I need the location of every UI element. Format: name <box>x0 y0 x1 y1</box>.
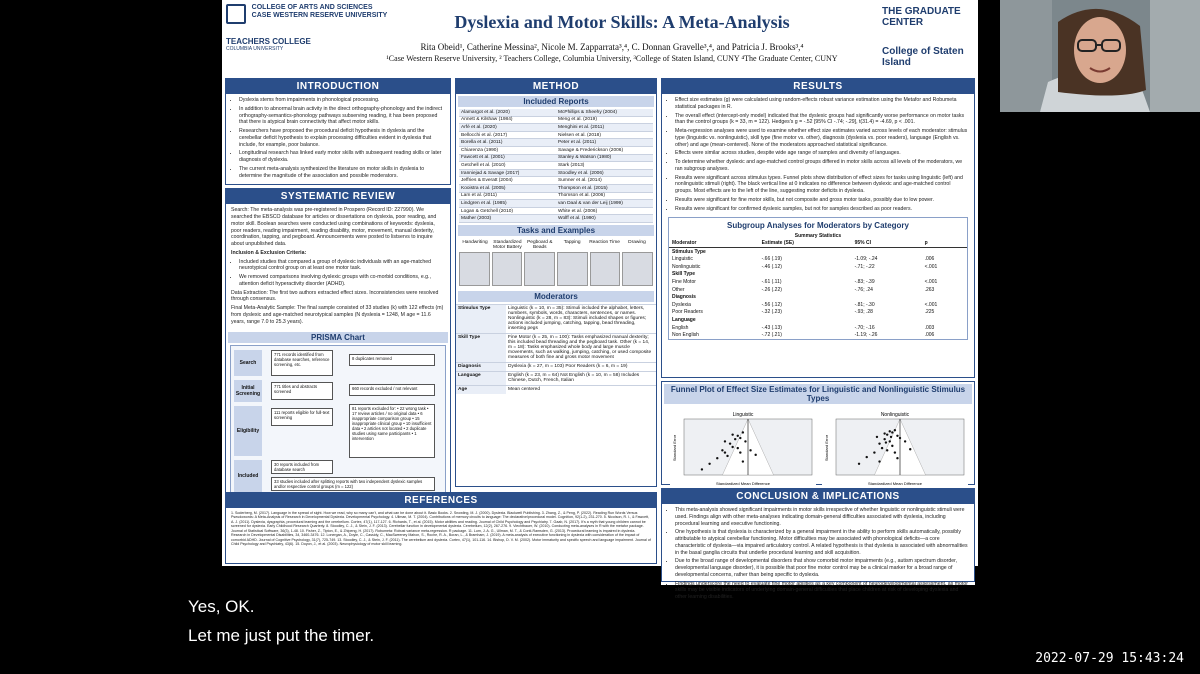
subgroup-ci: -.81; -.30 <box>854 301 875 308</box>
subgroup-row <box>669 309 967 317</box>
moderator-key: Skill Type <box>456 334 506 362</box>
subgroup-row <box>669 255 967 263</box>
report-cell: Savage & Frederickson (2006) <box>556 147 653 155</box>
results-bullet: • Results were significant across stimulus types. Funnel plots show distribution of effect sizes for tasks using linguistic (left) and nonlinguistic stimuli (right). The black vertical line at 0 indicates no difference between dyslexic and age-matched control groups. Most effects are to the left of the line, suggesting motor deficits in dyslexia. <box>675 175 969 195</box>
moderator-value: English (k = 23, m = 64) Not English (k = 10, m = 58) Includes Chinese, Dutch, French, Italian <box>508 373 640 384</box>
funnel-point <box>742 431 744 433</box>
funnel-point <box>904 440 906 442</box>
report-cell: Stanley & Watson (1980) <box>556 155 653 163</box>
funnel-y-label: Standard Error <box>672 434 677 462</box>
report-cell: Peter et al. (2011) <box>556 139 653 147</box>
subgroup-ci: -.70; -.16 <box>854 324 875 331</box>
subgroup-ci: -.71; -.22 <box>854 263 875 270</box>
funnel-point <box>896 457 898 459</box>
funnel-point <box>726 455 728 457</box>
report-cell: Menghini et al. (2011) <box>556 124 653 132</box>
motor-battery-image <box>492 252 523 286</box>
intro-bullet: • Longitudinal research has linked early motor skills with subsequent reading skills or later diagnosis of dyslexia. <box>239 150 445 164</box>
subgroup-p: .006 <box>924 256 935 263</box>
subgroup-estimate: -.26 (.22) <box>761 286 782 293</box>
systematic-review-text <box>226 204 450 330</box>
column-left <box>225 78 451 497</box>
pegboard-image <box>524 252 555 286</box>
moderator-value: Mean centered <box>508 387 540 393</box>
prisma-box-excluded: 660 records excluded / not relevant <box>349 384 435 396</box>
funnel-panel <box>661 381 975 485</box>
funnel-point <box>885 441 887 443</box>
results-panel <box>661 78 975 378</box>
subgroup-row <box>669 301 967 309</box>
results-heading: RESULTS <box>662 79 974 94</box>
subgroup-moderator: Dyslexia <box>672 301 691 308</box>
subgroup-header: Estimate (SE) <box>759 239 852 247</box>
drawing-image <box>622 252 653 286</box>
poster-title: Dyslexia and Motor Skills: A Meta-Analysis <box>454 12 790 32</box>
funnel-point <box>739 451 741 453</box>
review-inclusion-title: Inclusion & Exclusion Criteria: <box>231 249 307 256</box>
moderator-row <box>456 385 656 394</box>
subgroup-ci: -.93; .28 <box>854 309 873 316</box>
funnel-point <box>881 447 883 449</box>
results-list <box>662 94 974 217</box>
report-cell: White et al. (2006) <box>556 208 653 216</box>
moderator-key: Diagnosis <box>456 363 506 371</box>
subgroup-header: Moderator <box>669 239 759 247</box>
subgroup-moderator: Poor Readers <box>672 309 703 316</box>
funnel-point <box>894 451 896 453</box>
moderators-table <box>456 304 656 394</box>
subgroup-estimate: -.56 (.12) <box>761 301 782 308</box>
included-reports-heading: Included Reports <box>458 96 654 107</box>
subgroup-category: Stimulus Type <box>672 248 706 255</box>
funnel-point <box>878 460 880 462</box>
subgroup-p: <.001 <box>924 301 938 308</box>
funnel-point <box>754 454 756 456</box>
moderator-row <box>456 371 656 385</box>
report-cell: Borella et al. (2011) <box>459 139 556 147</box>
subgroup-estimate: -.61 (.11) <box>761 279 782 286</box>
subgroup-p: <.001 <box>924 263 938 270</box>
results-bullet: • Results were significant for fine motor skills, but not composite and gross motor tasks, possibly due to low power. <box>675 197 969 204</box>
subgroup-estimate: -.43 (.13) <box>761 324 782 331</box>
funnel-point <box>891 445 893 447</box>
intro-bullet: • Researchers have proposed the procedural deficit hypothesis in dyslexia and the cerebellar deficit hypothesis to explain processing difficulties evident in dyslexia that include, for example, poor balance. <box>239 128 445 148</box>
funnel-point <box>866 456 868 458</box>
funnel-point <box>889 430 891 432</box>
subgroup-p: <.001 <box>924 279 938 286</box>
report-cell: Kooistra et al. (2005) <box>459 185 556 193</box>
prisma-label-screening: Initial Screening <box>234 380 262 402</box>
method-panel <box>455 78 657 487</box>
subgroup-category-row <box>669 271 967 279</box>
inclusion-bullet: • Included studies that compared a group of dyslexic individuals with an age-matched neurotypical control group on at least one motor task. <box>239 259 445 273</box>
moderator-key: Language <box>456 372 506 385</box>
funnel-point <box>899 437 901 439</box>
funnel-point <box>889 440 891 442</box>
tapping-image <box>557 252 588 286</box>
introduction-list <box>226 94 450 184</box>
funnel-point <box>883 432 885 434</box>
results-bullet: • Effect size estimates (g) were calculated using random-effects robust variance estimation using the Metafor and Robumeta statistical packages in R. <box>675 97 969 111</box>
references-panel <box>225 492 657 564</box>
caption-line-2: Let me just put the timer. <box>188 626 375 645</box>
review-sample: Final Meta-Analytic Sample: The final sample consisted of 33 studies (k) with 122 effects (m) from dyslexic and age-matched neurotypical samples (N dyslexia = 1248, M age = 11.6 years, range 7.0 to 25.3 years). <box>231 305 444 325</box>
funnel-point <box>883 438 885 440</box>
conclusion-bullet: • Findings underscore the need to evaluate fine motor abilities as a key component of neurodevelopmental assessment, as motor skills may be visible indicators of underlying domain-general difficulties that place children at risk of developing dyslexia and other learning disabilities. <box>675 581 969 601</box>
moderator-row <box>456 304 656 333</box>
task-label: Handwriting <box>462 239 488 245</box>
funnel-point <box>701 468 703 470</box>
subgroup-ci: -.76; .24 <box>854 286 873 293</box>
report-cell: Chiarenza (1990) <box>459 147 556 155</box>
prisma-label-eligibility: Eligibility <box>234 406 262 456</box>
report-cell: Thomson et al. (2006) <box>556 193 653 201</box>
subgroup-row <box>669 286 967 294</box>
prisma-box-final: 33 studies included after splitting reports with two independent dyslexic samples and/or respective control groups (m = 122) <box>271 477 435 491</box>
report-cell: Fawcett et al. (2001) <box>459 155 556 163</box>
report-cell: Jeffries & Everatt (2004) <box>459 177 556 185</box>
report-cell: Lam et al. (2011) <box>459 193 556 201</box>
funnel-point <box>708 463 710 465</box>
prisma-box-eligible: 111 reports eligible for full-text screening <box>271 408 333 426</box>
results-bullet: • To determine whether dyslexic and age-matched control groups differed in motor skills across all levels of the moderators, we ran subgroup analyses. <box>675 159 969 173</box>
results-bullet: • Effects were similar across studies, despite wide age range of samples and diversity of languages. <box>675 150 969 157</box>
staten-island-logo: College of Staten Island <box>882 46 964 68</box>
poster-header <box>222 0 978 72</box>
subgroup-header: 95% CI <box>852 239 922 247</box>
handwriting-image <box>459 252 490 286</box>
subgroup-table <box>669 239 967 339</box>
funnel-point <box>878 442 880 444</box>
report-cell: Thompson et al. (2015) <box>556 185 653 193</box>
subgroup-row <box>669 263 967 271</box>
conclusion-panel <box>661 488 975 600</box>
subgroup-p: .263 <box>924 286 935 293</box>
report-cell: Wolff et al. (1990) <box>556 215 653 223</box>
webcam-video <box>1000 0 1200 112</box>
presenter-video-icon <box>1000 0 1200 112</box>
funnel-point <box>890 436 892 438</box>
intro-bullet: • In addition to abnormal brain activity in the direct orthography-phonology and the indirect orthography-semantics-phonology pathways subserving reading, it has been proposed that there is atypical brain connectivity that affect motor skills. <box>239 106 445 126</box>
subgroup-category: Skill Type <box>672 271 695 278</box>
subgroup-moderator: Nonlinguistic <box>672 263 701 270</box>
inclusion-bullet: • We removed comparisons involving dyslexic groups with co-morbid conditions, e.g., attention deficit hyperactivity disorder (ADHD). <box>239 274 445 288</box>
subgroup-row <box>669 331 967 339</box>
prisma-label-included: Included <box>234 460 262 492</box>
report-cell: Arfé et al. (2020) <box>459 124 556 132</box>
conclusion-bullet: • This meta-analysis showed significant impairments in motor skills irrespective of whether linguistic or nonlinguistic stimuli were used. Findings align with other meta-analyses indicating domain-general difficulties associated with dyslexia, including procedural learning and executive functioning. <box>675 507 969 527</box>
moderator-key: Age <box>456 386 506 394</box>
method-heading: METHOD <box>456 79 656 94</box>
column-right <box>661 78 975 600</box>
funnel-plot-nonlinguistic <box>822 409 968 487</box>
conclusion-bullet: • One hypothesis is that dyslexia is characterized by a general impairment in the ability to perform skills automatically, possibly attributable to atypical cerebellar functioning. Motor difficulties may be associated with phonological deficits—a core characteristic of dyslexia—via impaired articulatory control. A related hypothesis is that dyslexia is associated with abnormalities in the basal ganglia circuits that underlie procedural learning and skill acquisition. <box>675 529 969 556</box>
funnel-point <box>896 435 898 437</box>
results-bullet: • The overall effect (intercept-only model) indicated that the dyslexic groups had significantly worse performance on motor tasks than the control groups (k = 33, m = 122). Hedges's g = -.52 [95% CI -.74; -.29], t(31.4) = -4.69, p < .001. <box>675 113 969 127</box>
moderator-value: Dyslexia (k = 27, m = 103) Poor Readers (k = 6, m = 19) <box>508 364 628 370</box>
funnel-plot-linguistic <box>670 409 816 487</box>
tasks-heading: Tasks and Examples <box>458 225 654 236</box>
subgroup-row <box>669 324 967 332</box>
funnel-point <box>731 433 733 435</box>
task-label: Drawing <box>628 239 646 245</box>
subgroup-estimate: -.32 (.23) <box>761 309 782 316</box>
gc-csi-logo <box>882 6 976 68</box>
summary-label: Summary Statistics <box>794 233 842 240</box>
conclusion-bullet: • Due to the broad range of developmental disorders that show comorbid motor impairments (e.g., autism spectrum disorder, developmental language disorder), it is possible that poor fine motor control may be a clinical marker for a broad range of developmental concerns, rather than being specific to dyslexia. <box>675 558 969 578</box>
funnel-point <box>873 451 875 453</box>
subgroup-estimate: -.72 (.21) <box>761 332 782 339</box>
funnel-point <box>742 460 744 462</box>
funnel-point <box>894 429 896 431</box>
moderator-value: Fine Motor (k = 25, m = 100): Tasks emphasized manual dexterity; this included bead threading and the pegboard task. Other (k = 14, m = 18): Tasks emphasized whole body and large muscle movements, such as walking, jumping, catching, or used composite measures of both fine and gross motor movement <box>508 335 652 361</box>
funnel-point <box>734 438 736 440</box>
subgroup-header: p <box>922 239 967 247</box>
funnel-title: Nonlinguistic <box>880 412 910 418</box>
subgroup-category: Language <box>672 316 696 323</box>
subgroup-moderator: Non English <box>672 332 699 339</box>
cwru-logo-line2: CASE WESTERN RESERVE UNIVERSITY <box>251 11 388 19</box>
funnel-point <box>724 451 726 453</box>
prisma-heading: PRISMA Chart <box>228 332 448 343</box>
report-cell: Stark (2013) <box>556 162 653 170</box>
funnel-point <box>886 449 888 451</box>
systematic-review-heading: SYSTEMATIC REVIEW <box>226 189 450 204</box>
report-cell: Getchell et al. (2010) <box>459 162 556 170</box>
report-cell: Annett & Kilshaw (1984) <box>459 117 556 125</box>
graduate-center-logo: THE GRADUATE CENTER <box>882 6 961 28</box>
funnel-point <box>744 440 746 442</box>
subgroup-category-row <box>669 293 967 301</box>
report-cell: Stoodley et al. (2006) <box>556 170 653 178</box>
references-heading: REFERENCES <box>226 493 656 508</box>
report-cell: Meng et al. (2019) <box>556 117 653 125</box>
subgroup-ci: -1.19; -.26 <box>854 332 878 339</box>
results-bullet: • Results were significant for confirmed dyslexic samples, but not for samples described as poor readers. <box>675 206 969 213</box>
funnel-x-label: Standardized Mean Difference <box>716 481 770 486</box>
report-cell: Lindgren et al. (1985) <box>459 200 556 208</box>
column-middle <box>455 78 657 490</box>
task-label: Pegboard & Beads <box>527 239 553 250</box>
task-label: Reaction Time <box>589 239 620 245</box>
prisma-label-search: Search <box>234 350 262 376</box>
funnel-x-label: Standardized Mean Difference <box>868 481 922 486</box>
poster-authors: Rita Obeid¹, Catherine Messina², Nicole M. Zapparrata³,⁴, C. Donnan Gravelle³,⁴, and Patricia J. Brooks³,⁴ <box>420 42 804 52</box>
report-cell: Iranniejad & Savage (2017) <box>459 170 556 178</box>
funnel-point <box>724 440 726 442</box>
subgroup-p: .225 <box>924 309 935 316</box>
moderator-row <box>456 362 656 371</box>
task-images <box>456 252 656 289</box>
report-cell: van Daal & van der Leij (1999) <box>556 200 653 208</box>
task-label: Standardized Motor Battery <box>492 239 522 250</box>
funnel-point <box>876 436 878 438</box>
cwru-seal-icon <box>226 4 246 24</box>
prisma-box-identified: 771 records identified from database searches, reference screening, etc. <box>271 350 333 376</box>
tc-logo-line2: COLUMBIA UNIVERSITY <box>226 45 284 52</box>
subgroup-category-row <box>669 247 967 255</box>
prisma-box-duplicates: 8 duplicates removed <box>349 354 435 366</box>
subgroup-ci: -1.09; -.24 <box>854 256 878 263</box>
poster-slide <box>222 0 978 600</box>
review-extraction: Data Extraction: The first two authors extracted effect sizes. Inconsistencies were resolved through consensus. <box>231 289 439 303</box>
moderators-heading: Moderators <box>458 291 654 302</box>
funnel-point <box>891 431 893 433</box>
subgroup-moderator: Other <box>672 286 685 293</box>
moderator-row <box>456 333 656 362</box>
results-bullet: • Meta-regression analyses were used to examine whether effect size estimates varied across levels of each moderator: stimulus type (linguistic vs. nonlinguistic), skill type (fine motor vs. other), diagnosis (dyslexia vs. poor readers), language (English vs. other) and age (mean-centered). None of the moderators approached statistical significance. <box>675 128 969 148</box>
caption-line-1: Yes, OK. <box>188 597 255 616</box>
moderator-value: Linguistic (k = 10, m = 35): Stimuli included the alphabet, letters, numbers, symbols, words, characters, sentences, or names. Nonlinguistic (k = 28, m = 83): Stimuli included shapes or figures; actions included jumping, catching, tapping, bead threading, inserting pegs <box>508 306 647 332</box>
funnel-title: Linguistic <box>732 412 754 418</box>
report-cell: Nielsen et al. (2018) <box>556 132 653 140</box>
subgroup-moderator: Linguistic <box>672 256 693 263</box>
references-text: 1. Soderberg, M. (2017). Language in the spread of sight. How we read, why so many can't, and what can be done about it. Basic Books. 2. Snowling, M. J. (2000). Dyslexia. Blackwell Publishing. 3. Zhang, Z., & Peng, P. (2022). Reading Run Words Versus Pseudowords: A Meta-Analysis of Research in Developmental Dyslexia. Developmental Psychology. 4. Ullman, M. T. (2004). Contributions of memory circuits to language: The declarative/procedural model. Cognition, 92(1-2), 231-270. 5. Nicolson, R. I., & Fawcett, A. J. (2011). Dyslexia, dysgraphia, procedural learning and the cerebellum. Cortex, 47(1), 117-127. 6. Richards, T., et al. (2015). Motor abilities and reading. Journal of Child Psychology and Psychiatry. 7. Gaab, N. (2017). It's a myth that young children cannot be screened for dyslexia. Early Childhood Research Quarterly. 8. Stoodley, C. J., & Stein, J. F. (2013). Cerebellar function in developmental dyslexia. Cerebellum, 12(2), 267-276. 9. Viechtbauer, W. (2010). Conducting meta-analyses in R with the metafor package. Journal of Statistical Software, 36(3), 1-48. 10. Fisher, Z., Tipton, E., & Zhipeng, H. (2017). Robumeta: Robust variance meta-regression. R package. 11. Lum, J. A. G., Ullman, M. T., & Conti-Ramsden, G. (2013). Procedural learning is impaired in dyslexia. Research in Developmental Disabilities, 34, 3460-3476. 12. Lonergan, A., Doyle, C., Cassidy, C., MacSweeney Mahon, S., Roche, R. A., Boran, L., & Bramham, J. (2019). A meta-analysis of executive functioning in dyslexia with consideration of the impact of comorbid ADHD. Journal of Cognitive Psychology, 31(7), 725-749. 13. Stoodley, C. J., & Stein, J. F. (2011). The cerebellum and dyslexia. Cortex, 47(1), 101-116. 14. Bishop, D. V. M. (2002). Motor immaturity and specific speech and language impairment. Journal of Child Psychology and Psychiatry, 43(6). 15. Doyon, J., et al. (2003). Neurophysiology of motor skill learning. <box>231 511 651 547</box>
subgroup-moderator: Fine Motor <box>672 279 696 286</box>
funnel-point <box>737 435 739 437</box>
report-cell: McPhillips & Sheehy (2004) <box>556 109 653 117</box>
report-cell: Alamargot et al. (2020) <box>459 109 556 117</box>
subgroup-heading: Subgroup Analyses for Moderators by Category <box>671 220 965 231</box>
funnel-point <box>729 442 731 444</box>
prisma-box-database: 30 reports included from database search <box>271 460 333 474</box>
subgroup-category: Diagnosis <box>672 294 696 301</box>
funnel-point <box>739 437 741 439</box>
cwru-logo-line1: COLLEGE OF ARTS AND SCIENCES <box>251 4 373 11</box>
funnel-y-label: Standard Error <box>824 434 829 462</box>
funnel-point <box>909 448 911 450</box>
subgroup-moderator: English <box>672 324 689 331</box>
systematic-review-panel <box>225 188 451 494</box>
poster-affiliations: ¹Case Western Reserve University, ² Teachers College, Columbia University, ³College of Staten Island, CUNY ⁴The Graduate Center, CUNY <box>386 54 838 63</box>
introduction-panel <box>225 78 451 185</box>
subgroup-p: .003 <box>924 324 935 331</box>
report-cell: Bellocchi et al. (2017) <box>459 132 556 140</box>
report-cell: Sumner et al. (2014) <box>556 177 653 185</box>
prisma-box-screened: 771 titles and abstracts screened <box>271 382 333 400</box>
included-reports-table <box>456 109 656 223</box>
tasks-row <box>456 238 656 252</box>
funnel-point <box>716 457 718 459</box>
subgroup-estimate: -.46 (.12) <box>761 263 782 270</box>
report-cell: Mather (2003) <box>459 215 556 223</box>
funnel-point <box>737 447 739 449</box>
reaction-time-image <box>590 252 621 286</box>
recording-timestamp: 2022-07-29 15:43:24 <box>1035 651 1184 666</box>
intro-bullet: • The current meta-analysis synthesized the literature on motor skills in dyslexia to determine the magnitude of the association and possible moderators. <box>239 166 445 180</box>
funnel-point <box>858 463 860 465</box>
task-label: Tapping <box>563 239 581 245</box>
subgroup-category-row <box>669 316 967 324</box>
introduction-heading: INTRODUCTION <box>226 79 450 94</box>
funnel-point <box>749 449 751 451</box>
report-cell: Logan & Getchell (2010) <box>459 208 556 216</box>
conclusion-list <box>662 504 974 606</box>
funnel-point <box>886 433 888 435</box>
subgroup-ci: -.83; -.39 <box>854 279 875 286</box>
subgroup-estimate: -.66 (.19) <box>761 256 782 263</box>
moderator-key: Stimulus Type <box>456 305 506 333</box>
tc-logo-line1: TEACHERS COLLEGE <box>226 37 311 46</box>
prisma-chart <box>230 345 446 495</box>
review-inclusion-list <box>231 259 445 288</box>
funnel-point <box>731 446 733 448</box>
intro-bullet: • Dyslexia stems from impairments in phonological processing. <box>239 97 445 104</box>
subgroup-p: .006 <box>924 332 935 339</box>
conclusion-heading: CONCLUSION & IMPLICATIONS <box>662 489 974 504</box>
funnel-heading: Funnel Plot of Effect Size Estimates for Linguistic and Nonlinguistic Stimulus Types <box>664 384 972 404</box>
funnel-point <box>721 449 723 451</box>
review-search: Search: The meta-analysis was pre-registered in Prospero (Record ID: 227990). We searched the EBSCO database for articles or dissertations on dyslexia, poor reading, and motor skill. Boolean searches were conducted using combinations of keywords: dyslexia, poor readers, reading impairment, reading disability, motor, movement, manual dexterity, coordination, tapping, and pegboard. Announcements were posted to listservs to inquire about unpublished data. <box>231 207 437 247</box>
subgroup-panel <box>668 217 968 340</box>
subgroup-row <box>669 278 967 286</box>
prisma-box-excluded-reasons: 81 reports excluded for: • 22 wrong task • 17 review articles / no original data • 6 inappropriate comparison group • 15 inappropriate clinical group • 10 insufficient data • 2 articles not located • 2 duplicate studies using same participants • 1 intervention <box>349 404 435 458</box>
